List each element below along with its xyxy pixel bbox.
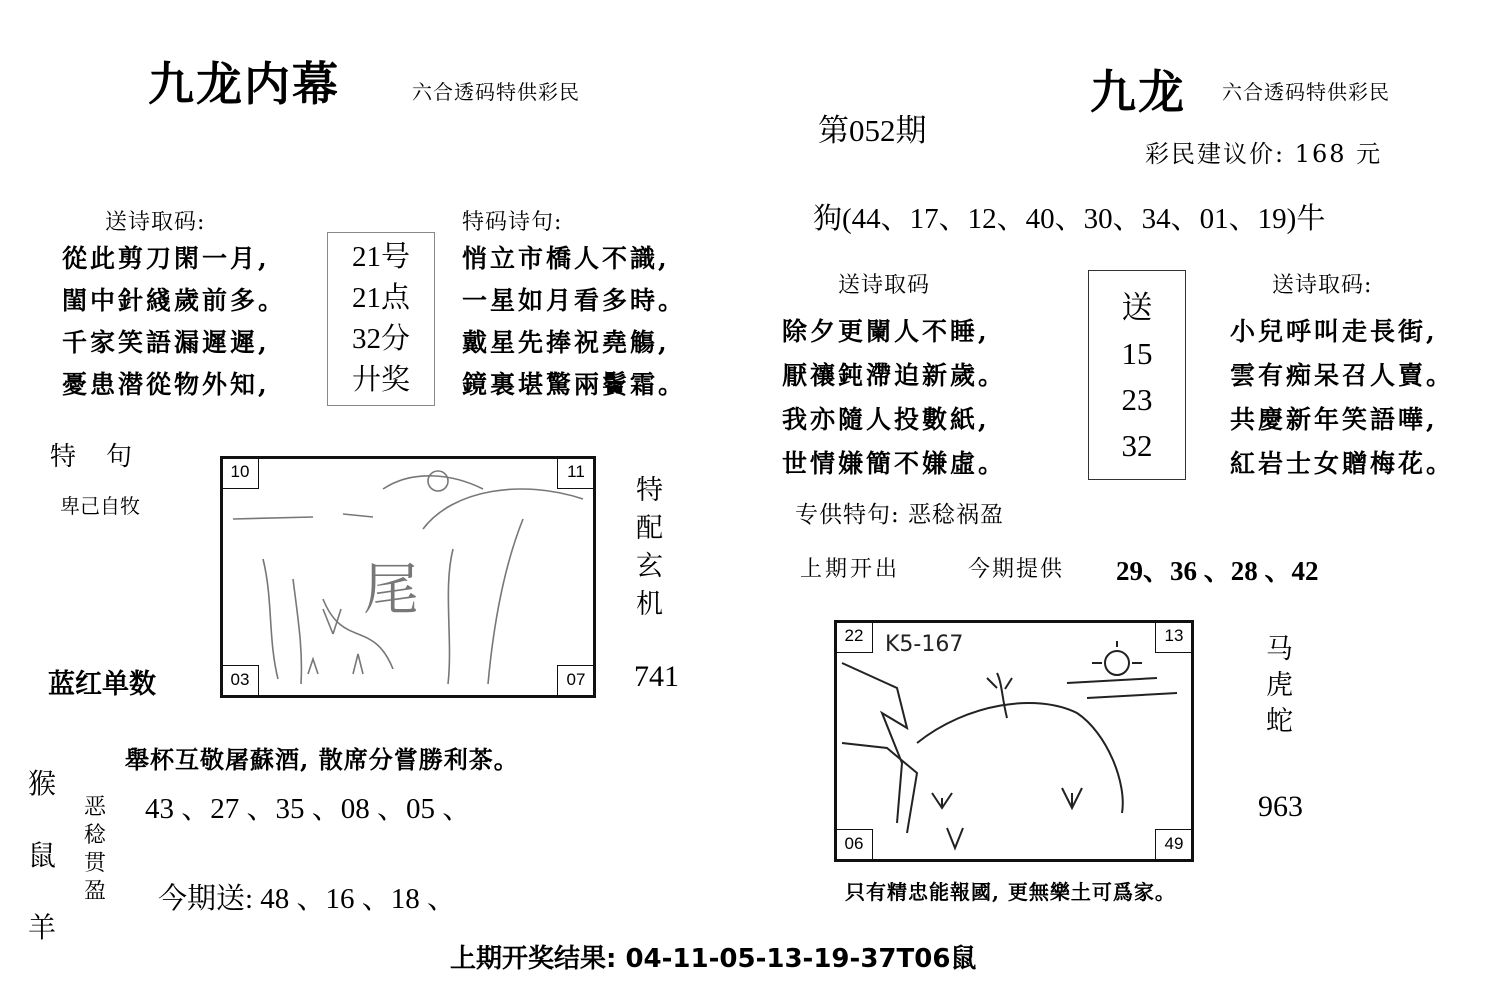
corner-number: 10 bbox=[221, 457, 259, 489]
poem-line: 千家笑語漏遲遲, bbox=[62, 328, 270, 357]
send-box-line: 32 bbox=[1121, 428, 1153, 463]
phrase-char: 盈 bbox=[84, 879, 107, 904]
phrase-char: 贯 bbox=[84, 851, 107, 876]
corner-number: 22 bbox=[835, 621, 873, 653]
left-verse: 舉杯互敬屠蘇酒, 散席分嘗勝利茶。 bbox=[125, 745, 519, 774]
footer-result: 上期开奖结果: 04-11-05-13-19-37T06鼠 bbox=[450, 944, 977, 974]
corner-number: 49 bbox=[1155, 829, 1193, 861]
mid-box-line: 21号 bbox=[351, 241, 410, 273]
left-side-number: 741 bbox=[634, 660, 679, 693]
left-subtitle: 六合透码特供彩民 bbox=[412, 80, 580, 104]
poem-line: 一星如月看多時。 bbox=[462, 286, 687, 315]
side-char: 虎 bbox=[1266, 670, 1293, 701]
poem-line: 厭禳鈍滯迫新歲。 bbox=[782, 361, 1007, 390]
left-send-line: 今期送: 48 、16 、18 、 bbox=[158, 883, 457, 915]
mid-box-line: 21点 bbox=[351, 282, 410, 314]
poem-line: 憂患潜從物外知, bbox=[62, 370, 270, 399]
left-sketch bbox=[223, 459, 593, 695]
right-send-box bbox=[1088, 270, 1186, 480]
right-poem-left bbox=[782, 310, 1006, 486]
right-verse: 只有精忠能報國, 更無樂土可爲家。 bbox=[845, 880, 1176, 904]
left-title: 九龙内幕 bbox=[148, 57, 340, 111]
right-poem-header-right: 送诗取码: bbox=[1272, 273, 1373, 298]
right-sketch bbox=[837, 623, 1191, 859]
phrase-char: 稔 bbox=[84, 823, 107, 848]
left-code-poem bbox=[462, 238, 686, 406]
side-char: 马 bbox=[1266, 634, 1293, 665]
poem-line: 鏡裏堪驚兩鬢霜。 bbox=[462, 370, 687, 399]
issue-number: 第052期 bbox=[818, 113, 927, 148]
phrase-char: 恶 bbox=[84, 795, 107, 820]
mid-box-line: 32分 bbox=[351, 323, 410, 355]
left-numbers-line: 43 、27 、35 、08 、05 、 bbox=[145, 793, 472, 825]
left-picture bbox=[220, 456, 596, 698]
sketch-character: 尾 bbox=[363, 558, 419, 623]
left-zodiac-vertical bbox=[28, 748, 56, 964]
left-special-text: 卑己自牧 bbox=[60, 494, 140, 518]
right-provide-label: 今期提供 bbox=[968, 557, 1065, 582]
zodiac-char: 鼠 bbox=[28, 839, 57, 872]
right-poem-header-left: 送诗取码 bbox=[838, 273, 931, 298]
side-char: 特 bbox=[636, 475, 663, 506]
side-char: 蛇 bbox=[1266, 706, 1293, 737]
right-title: 九龙 bbox=[1090, 65, 1186, 119]
send-box-line: 送 bbox=[1121, 290, 1153, 325]
left-color-label: 蓝红单数 bbox=[48, 669, 156, 700]
left-code-header: 特码诗句: bbox=[462, 210, 563, 235]
left-mid-box bbox=[327, 232, 435, 406]
right-subtitle: 六合透码特供彩民 bbox=[1222, 80, 1390, 104]
corner-number: 07 bbox=[557, 665, 595, 697]
side-char: 玄 bbox=[636, 551, 663, 582]
sketch-label: K5-167 bbox=[885, 632, 964, 657]
corner-number: 03 bbox=[221, 665, 259, 697]
corner-number: 11 bbox=[557, 457, 595, 489]
left-poem-header: 送诗取码: bbox=[105, 210, 206, 235]
corner-number: 13 bbox=[1155, 621, 1193, 653]
mid-box-line: 廾奖 bbox=[351, 364, 410, 396]
poem-line: 我亦隨人投數紙, bbox=[782, 405, 990, 434]
poem-line: 悄立市橋人不識, bbox=[462, 244, 670, 273]
poem-line: 閨中針綫歲前多。 bbox=[62, 286, 287, 315]
right-series-line: 狗(44、17、12、40、30、34、01、19)牛 bbox=[813, 203, 1326, 235]
zodiac-char: 猴 bbox=[28, 767, 57, 800]
poem-line: 雲有痴呆召人賣。 bbox=[1230, 361, 1455, 390]
right-side-vertical bbox=[1266, 632, 1293, 740]
right-last-label: 上期开出 bbox=[800, 557, 901, 582]
left-side-vertical bbox=[636, 472, 663, 624]
poem-line: 紅岩士女贈梅花。 bbox=[1230, 449, 1455, 478]
poem-line: 共慶新年笑語嘩, bbox=[1230, 405, 1438, 434]
left-special-label: 特 句 bbox=[50, 442, 135, 472]
right-price: 彩民建议价: 168 元 bbox=[1145, 140, 1383, 168]
corner-number: 06 bbox=[835, 829, 873, 861]
poem-line: 戴星先捧祝堯觴, bbox=[462, 328, 670, 357]
right-picture bbox=[834, 620, 1194, 862]
send-box-line: 15 bbox=[1121, 336, 1153, 371]
left-phrase-vertical bbox=[84, 794, 106, 906]
side-char: 机 bbox=[636, 589, 663, 620]
left-poem bbox=[62, 238, 286, 406]
right-poem-right bbox=[1230, 310, 1454, 486]
poem-line: 小兒呼叫走長街, bbox=[1230, 317, 1438, 346]
poem-line: 除夕更闌人不睡, bbox=[782, 317, 990, 346]
send-box-line: 23 bbox=[1121, 382, 1153, 417]
zodiac-char: 羊 bbox=[28, 911, 57, 944]
poem-line: 從此剪刀閑一月, bbox=[62, 244, 270, 273]
right-special-phrase: 专供特句: 恶稔祸盈 bbox=[795, 502, 1005, 528]
right-provide-numbers: 29、36 、28 、42 bbox=[1116, 556, 1319, 586]
poem-line: 世情嫌簡不嫌虛。 bbox=[782, 449, 1007, 478]
right-side-number: 963 bbox=[1258, 790, 1303, 823]
side-char: 配 bbox=[636, 513, 663, 544]
